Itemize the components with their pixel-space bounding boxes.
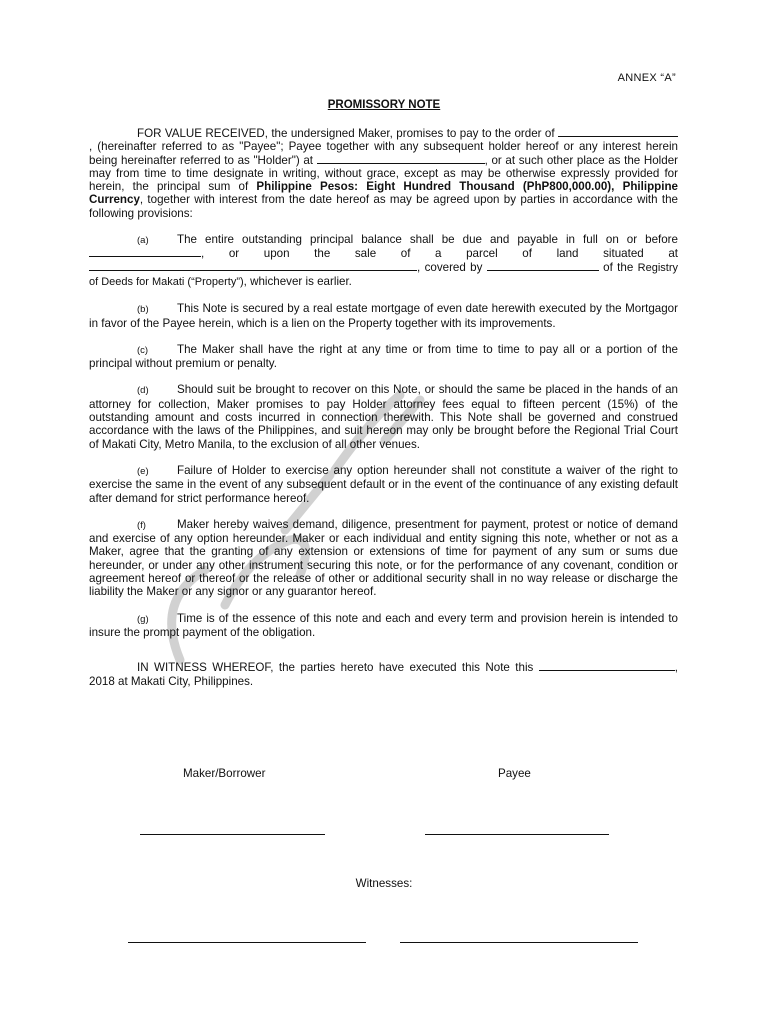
provision-label: (a) <box>137 235 149 247</box>
provision-a <box>89 233 678 289</box>
provision-label: (d) <box>137 385 149 397</box>
provision-g <box>89 612 678 640</box>
provision-e-text: Failure of Holder to exercise any option hereunder shall not constitute a waiver of the right to exercise the same in the event of any subsequent default or in the event of the continuance of any existing default after demand for strict performance hereof. <box>89 463 678 505</box>
provision-b <box>89 302 678 330</box>
provision-d-text: Should suit be brought to recover on this Note, or should the same be placed in the hands of an attorney for collection, Maker promises to pay Holder attorney fees equal to fifteen percent (15%) of the outstanding amount and costs incurred in connection therewith. This Note shall be governed and construed accordance with the laws of the Philippines, and suit hereon may only be brought before the Regional Trial Court of Makati City, Metro Manila, to the exclusion of all other venues. <box>89 383 678 451</box>
provision-d <box>89 383 678 450</box>
provision-label: (e) <box>137 465 149 477</box>
provision-f-text: Maker hereby waives demand, diligence, presentment for payment, protest or notice of demand and exercise of any option hereunder. Maker or each individual and entity signing this note, whether or not as a Maker, agree that the granting of any extension or extensions of time for payment of any sum or sums due hereunder, or under any other instrument securing this note, or for the performance of any covenant, condition or agreement hereof or thereof or the release of other or additional security shall in no way release or discharge the liability the Maker or any signor or any guarantor hereof. <box>89 517 678 599</box>
witness-clause <box>89 661 678 688</box>
intro-paragraph <box>89 127 678 220</box>
witness-text-1: IN WITNESS WHEREOF, the parties hereto have executed this Note this <box>137 661 539 675</box>
principal-sum: Philippine Pesos: Eight Hundred Thousand (PhP800,000.00), Philippine Currency <box>89 180 678 207</box>
annex-label: ANNEX “A” <box>617 72 676 84</box>
payee-signature-line <box>425 834 609 835</box>
provision-c-text: The Maker shall have the right at any time or from time to time to pay all or a portion of the principal without premium or penalty. <box>89 342 678 371</box>
witness-text-2: , 2018 at Makati City, Philippines. <box>89 661 678 688</box>
provision-a-text-2: , or upon the sale of a parcel of land situated at <box>201 247 678 261</box>
witness-2-signature-line <box>400 942 638 943</box>
provision-label: (f) <box>137 519 146 531</box>
provision-b-text: This Note is secured by a real estate mortgage of even date herewith executed by the Mortgagor in favor of the Payee herein, which is a lien on the Property together with its improvements. <box>89 302 678 330</box>
payee-name-blank <box>558 127 678 137</box>
maker-signature-line <box>140 834 325 835</box>
provision-a-text-3: , covered by <box>417 260 487 274</box>
document-body <box>89 127 678 688</box>
provision-a-text-1: The entire outstanding principal balance shall be due and payable in full on or before <box>177 233 678 247</box>
intro-text-2: , (hereinafter referred to as "Payee"; Payee together with any subsequent holder hereof or any interest herein being hereinafter referred to as "Holder") at <box>89 140 678 167</box>
intro-text-1: FOR VALUE RECEIVED, the undersigned Maker, promises to pay to the order of <box>137 127 558 140</box>
payee-label: Payee <box>498 767 531 780</box>
provision-c <box>89 343 678 371</box>
intro-text-3: , or at such other place as the Holder may from time to time designate in writing, without grace, except as may be otherwise expressly provided for herein, the principal sum of <box>89 153 678 194</box>
execution-date-blank <box>539 661 675 671</box>
maker-label: Maker/Borrower <box>183 767 266 780</box>
provision-e <box>89 464 678 505</box>
provision-label: (b) <box>137 304 149 316</box>
intro-text-4: , together with interest from the date hereof as may be agreed upon by parties in accordance with the following provisions: <box>89 193 678 220</box>
provision-a-text-5: Registry of Deeds for Makati (“Property”) <box>89 261 678 288</box>
provision-label: (c) <box>137 344 149 356</box>
witnesses-label: Witnesses: <box>355 877 413 890</box>
place-blank <box>317 154 485 164</box>
witness-1-signature-line <box>128 942 366 943</box>
provision-label: (g) <box>137 613 149 625</box>
provision-g-text: Time is of the essence of this note and each and every term and provision herein is intended to insure the prompt payment of the obligation. <box>89 611 678 639</box>
provision-f <box>89 518 678 599</box>
land-location-blank <box>89 261 417 271</box>
provision-a-text-4: of the <box>598 260 638 274</box>
due-date-blank <box>89 247 201 257</box>
provision-a-text-6: , whichever is earlier. <box>243 274 352 288</box>
document-title: PROMISSORY NOTE <box>327 99 441 111</box>
title-number-blank <box>487 261 599 271</box>
